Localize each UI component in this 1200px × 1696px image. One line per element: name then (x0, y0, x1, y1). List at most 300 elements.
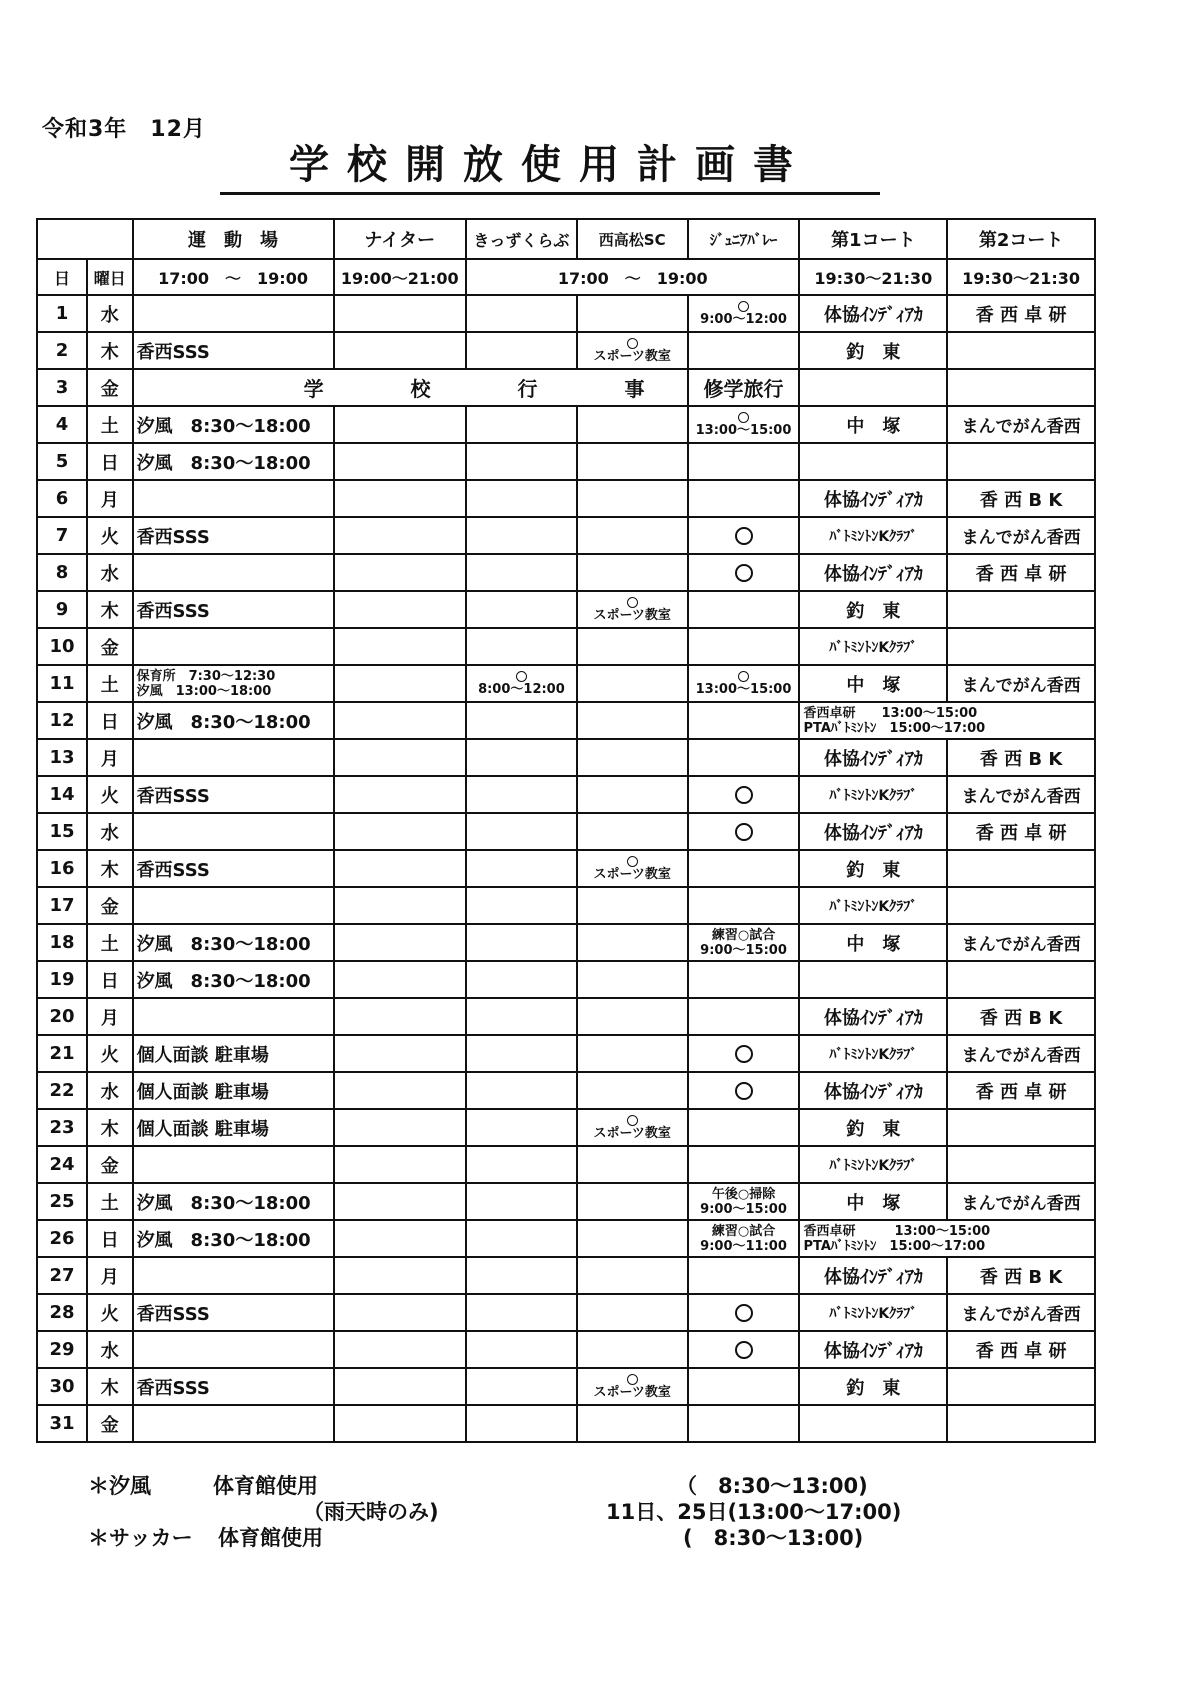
day-cell (37, 480, 87, 517)
note-shiokaze-gym: 体育館使用 (213, 1474, 318, 1498)
court2-cell-text: まんでがん香西 (961, 1194, 1081, 1214)
junior-volley-cell (688, 443, 800, 480)
table-row (37, 1257, 1095, 1294)
day-cell (37, 1257, 87, 1294)
table-row (37, 628, 1095, 665)
kids-cell (466, 591, 577, 628)
field-cell-text: 汐風 8:30～18:00 (136, 970, 311, 992)
table-row (37, 850, 1095, 887)
table-row (37, 1072, 1095, 1109)
day-cell (37, 850, 87, 887)
day-cell (37, 1183, 87, 1220)
kids-cell (466, 554, 577, 591)
court1-cell (799, 628, 947, 665)
court2-cell-text: 香 西 B K (979, 1007, 1063, 1029)
table-row (37, 1220, 1095, 1257)
court2-cell-text: 香 西 卓 研 (975, 1340, 1067, 1362)
junior-volley-cell (688, 517, 800, 554)
court1-cell (799, 813, 947, 850)
day-cell-text: 20 (49, 1006, 75, 1027)
junior-volley-cell (688, 295, 800, 332)
kids-cell (466, 443, 577, 480)
day-cell (37, 332, 87, 369)
junior-volley-cell (688, 887, 800, 924)
junior-volley-cell (688, 1035, 800, 1072)
subheader-nighter-time: 19:00～21:00 (334, 259, 467, 295)
court1-cell (799, 776, 947, 813)
weekday-cell (87, 702, 133, 739)
day-cell-text: 7 (55, 525, 69, 546)
field-cell (133, 813, 334, 850)
field-cell (133, 850, 334, 887)
col-header-court2: 第2コート (947, 219, 1095, 259)
court1-cell-text: 体協ｲﾝﾃﾞｨｱｶ (823, 563, 923, 585)
court1-cell (799, 998, 947, 1035)
court2-cell-text: まんでがん香西 (961, 417, 1081, 437)
table-row (37, 776, 1095, 813)
sc-cell (577, 1257, 688, 1294)
court2-cell (947, 443, 1095, 480)
col-header-junior-volley: ｼﾞｭﾆｱﾊﾞﾚｰ (688, 219, 800, 259)
schedule-table (36, 218, 1096, 1443)
junior-volley-cell (688, 961, 800, 998)
court2-cell (947, 850, 1095, 887)
junior-volley-cell (688, 813, 800, 850)
weekday-cell (87, 443, 133, 480)
field-cell-text: 汐風 8:30～18:00 (136, 933, 311, 955)
event-cell (133, 369, 688, 406)
court1-cell (799, 517, 947, 554)
circle-mark-icon (516, 671, 527, 682)
day-cell (37, 1294, 87, 1331)
sc-cell (577, 887, 688, 924)
day-cell (37, 813, 87, 850)
field-cell (133, 1405, 334, 1442)
day-cell-text: 5 (55, 451, 69, 472)
table-row (37, 665, 1095, 702)
day-cell-text: 10 (49, 636, 75, 657)
sc-cell (577, 702, 688, 739)
court-line: 香西卓研 13:00～15:00 (803, 705, 978, 721)
nighter-cell (334, 1257, 467, 1294)
day-cell (37, 1072, 87, 1109)
field-cell-text: 香西SSS (136, 785, 210, 807)
note-soccer-label: ＊サッカー (88, 1526, 193, 1550)
field-cell-text: 汐風 8:30～18:00 (136, 1229, 311, 1251)
field-cell (133, 776, 334, 813)
subheader-court2-time: 19:30～21:30 (947, 259, 1095, 295)
court1-cell (799, 1331, 947, 1368)
junior-volley-line: 午後○掃除 (711, 1186, 776, 1202)
junior-volley-cell-text: 13:00～15:00 (695, 681, 792, 697)
nighter-cell (334, 1368, 467, 1405)
col-header-court1: 第1コート (799, 219, 947, 259)
weekday-cell-text: 木 (100, 859, 119, 881)
court1-cell (799, 554, 947, 591)
sc-cell (577, 554, 688, 591)
day-cell (37, 776, 87, 813)
field-cell (133, 665, 334, 702)
sc-cell (577, 443, 688, 480)
weekday-cell-text: 水 (100, 822, 119, 844)
day-cell-text: 28 (49, 1302, 75, 1323)
weekday-cell (87, 850, 133, 887)
field-cell (133, 517, 334, 554)
nighter-cell (334, 332, 467, 369)
document-date: 令和3年 12月 (42, 117, 206, 142)
weekday-cell-text: 木 (100, 600, 119, 622)
nighter-cell (334, 924, 467, 961)
weekday-cell (87, 332, 133, 369)
court1-cell (799, 665, 947, 702)
court2-cell-text: まんでがん香西 (961, 935, 1081, 955)
junior-volley-cell (688, 1220, 800, 1257)
kids-cell (466, 924, 577, 961)
table-row (37, 1183, 1095, 1220)
day-cell (37, 998, 87, 1035)
junior-volley-cell (688, 1146, 800, 1183)
event-cell-2 (688, 369, 800, 406)
field-cell-text: 個人面談 駐車場 (136, 1118, 269, 1140)
junior-volley-cell (688, 1183, 800, 1220)
court2-cell (947, 739, 1095, 776)
table-row (37, 1109, 1095, 1146)
court1-cell-text: ﾊﾞﾄﾐﾝﾄﾝKｸﾗﾌﾞ (829, 1046, 918, 1063)
court1-cell (799, 739, 947, 776)
sc-cell (577, 295, 688, 332)
court2-cell (947, 591, 1095, 628)
event-cell-text: 学 校 行 事 (303, 377, 685, 401)
field-cell (133, 591, 334, 628)
circle-mark-icon (738, 671, 749, 682)
day-cell (37, 295, 87, 332)
weekday-cell (87, 591, 133, 628)
table-row (37, 998, 1095, 1035)
circle-mark-icon (627, 856, 638, 867)
kids-cell (466, 665, 577, 702)
junior-volley-cell (688, 665, 800, 702)
court1-cell (799, 924, 947, 961)
note-soccer-gym: 体育館使用 (218, 1526, 323, 1550)
circle-mark-icon (735, 823, 753, 841)
court1-cell-text: 体協ｲﾝﾃﾞｨｱｶ (823, 1007, 923, 1029)
weekday-cell-text: 月 (100, 1007, 119, 1029)
court2-cell-text: 香 西 B K (979, 1266, 1063, 1288)
day-cell-text: 18 (49, 932, 75, 953)
field-cell-text: 香西SSS (136, 600, 210, 622)
junior-volley-cell (688, 924, 800, 961)
court2-cell (947, 1405, 1095, 1442)
sc-cell (577, 665, 688, 702)
sc-cell (577, 1405, 688, 1442)
table-row (37, 1035, 1095, 1072)
junior-volley-cell (688, 1294, 800, 1331)
day-cell-text: 8 (55, 562, 69, 583)
day-cell (37, 665, 87, 702)
kids-cell (466, 776, 577, 813)
court2-cell (947, 1368, 1095, 1405)
note-shiokaze-time: （ 8:30～13:00) (676, 1474, 868, 1498)
kids-cell (466, 961, 577, 998)
nighter-cell (334, 776, 467, 813)
junior-volley-cell (688, 702, 800, 739)
court1-cell-text: 体協ｲﾝﾃﾞｨｱｶ (823, 1081, 923, 1103)
table-row (37, 369, 1095, 406)
junior-volley-cell-text: 9:00～12:00 (700, 311, 787, 327)
court2-cell-text: まんでがん香西 (961, 1305, 1081, 1325)
weekday-cell-text: 金 (100, 637, 119, 659)
court2-cell (947, 1109, 1095, 1146)
kids-cell (466, 628, 577, 665)
table-row (37, 517, 1095, 554)
court-line: 香西卓研 13:00～15:00 (803, 1223, 991, 1239)
kids-cell (466, 1368, 577, 1405)
junior-volley-cell (688, 850, 800, 887)
weekday-cell-text: 月 (100, 1266, 119, 1288)
kids-cell (466, 480, 577, 517)
col-header-nighter: ナイター (334, 219, 467, 259)
court1-cell-text: 釣 東 (846, 1118, 901, 1140)
nighter-cell (334, 998, 467, 1035)
weekday-cell-text: 金 (100, 378, 119, 400)
day-cell (37, 628, 87, 665)
sc-cell (577, 1294, 688, 1331)
weekday-cell (87, 1109, 133, 1146)
weekday-cell-text: 土 (100, 415, 119, 437)
day-cell-text: 25 (49, 1191, 75, 1212)
subheader-weekday: 曜日 (87, 259, 133, 295)
sc-cell-text: スポーツ教室 (593, 348, 671, 364)
nighter-cell (334, 1183, 467, 1220)
sc-cell (577, 406, 688, 443)
field-cell-text: 香西SSS (136, 1303, 210, 1325)
court1-cell (799, 1035, 947, 1072)
junior-volley-cell (688, 406, 800, 443)
court2-cell (947, 369, 1095, 406)
weekday-cell-text: 火 (100, 1044, 119, 1066)
kids-cell (466, 332, 577, 369)
field-cell (133, 739, 334, 776)
kids-cell (466, 850, 577, 887)
court2-cell (947, 1331, 1095, 1368)
day-cell-text: 3 (55, 377, 69, 398)
court2-cell (947, 776, 1095, 813)
sc-cell (577, 998, 688, 1035)
courts-merged-cell (799, 1220, 1095, 1257)
junior-volley-line: 9:00～15:00 (700, 1201, 787, 1217)
field-cell-text: 汐風 8:30～18:00 (136, 452, 311, 474)
circle-mark-icon (735, 1045, 753, 1063)
court1-cell-text: ﾊﾞﾄﾐﾝﾄﾝKｸﾗﾌﾞ (829, 1157, 918, 1174)
weekday-cell (87, 1035, 133, 1072)
sc-cell (577, 1183, 688, 1220)
court-line: PTAﾊﾞﾄﾐﾝﾄﾝ 15:00～17:00 (803, 1238, 986, 1254)
court1-cell (799, 480, 947, 517)
junior-volley-line: 9:00～15:00 (700, 942, 787, 958)
table-row (37, 924, 1095, 961)
court1-cell-text: 中 塚 (846, 1192, 901, 1214)
court2-cell (947, 628, 1095, 665)
day-cell-text: 6 (55, 488, 69, 509)
court1-cell (799, 295, 947, 332)
weekday-cell (87, 517, 133, 554)
day-cell (37, 1109, 87, 1146)
court1-cell-text: 釣 東 (846, 600, 901, 622)
junior-volley-cell (688, 1368, 800, 1405)
court1-cell-text: 体協ｲﾝﾃﾞｨｱｶ (823, 304, 923, 326)
field-cell (133, 887, 334, 924)
sc-cell (577, 1035, 688, 1072)
courts-merged-cell (799, 702, 1095, 739)
day-cell-text: 31 (49, 1413, 75, 1434)
junior-volley-cell (688, 591, 800, 628)
sc-cell-text: スポーツ教室 (593, 607, 671, 623)
kids-cell (466, 1072, 577, 1109)
kids-cell (466, 1294, 577, 1331)
court2-cell (947, 1072, 1095, 1109)
court1-cell-text: 体協ｲﾝﾃﾞｨｱｶ (823, 822, 923, 844)
court2-cell (947, 295, 1095, 332)
weekday-cell-text: 月 (100, 489, 119, 511)
day-cell-text: 15 (49, 821, 75, 842)
court1-cell-text: 体協ｲﾝﾃﾞｨｱｶ (823, 1340, 923, 1362)
day-cell-text: 11 (49, 673, 75, 694)
subheader-day: 日 (37, 259, 87, 295)
table-row (37, 332, 1095, 369)
junior-volley-cell (688, 1331, 800, 1368)
field-line: 汐風 13:00～18:00 (136, 683, 272, 699)
field-cell-text: 香西SSS (136, 1377, 210, 1399)
day-cell (37, 702, 87, 739)
court1-cell (799, 443, 947, 480)
court1-cell (799, 332, 947, 369)
weekday-cell-text: 日 (100, 452, 119, 474)
day-cell-text: 17 (49, 895, 75, 916)
circle-mark-icon (627, 338, 638, 349)
court1-cell (799, 961, 947, 998)
nighter-cell (334, 702, 467, 739)
junior-volley-cell (688, 1257, 800, 1294)
court2-cell-text: 香 西 B K (979, 748, 1063, 770)
kids-cell (466, 295, 577, 332)
court-line: PTAﾊﾞﾄﾐﾝﾄﾝ 15:00～17:00 (803, 720, 986, 736)
sc-cell-text: スポーツ教室 (593, 1384, 671, 1400)
court1-cell-text: 中 塚 (846, 933, 901, 955)
field-cell-text: 香西SSS (136, 859, 210, 881)
circle-mark-icon (627, 1374, 638, 1385)
nighter-cell (334, 1072, 467, 1109)
table-row (37, 887, 1095, 924)
weekday-cell (87, 1257, 133, 1294)
weekday-cell-text: 火 (100, 526, 119, 548)
weekday-cell-text: 日 (100, 1229, 119, 1251)
field-cell (133, 1257, 334, 1294)
junior-volley-line: 9:00～11:00 (700, 1238, 787, 1254)
court1-cell-text: 体協ｲﾝﾃﾞｨｱｶ (823, 489, 923, 511)
field-cell (133, 332, 334, 369)
sc-cell (577, 591, 688, 628)
court2-cell (947, 406, 1095, 443)
field-cell (133, 295, 334, 332)
nighter-cell (334, 961, 467, 998)
subheader-row (37, 259, 1095, 295)
field-cell (133, 1368, 334, 1405)
day-cell (37, 887, 87, 924)
weekday-cell (87, 887, 133, 924)
junior-volley-cell (688, 554, 800, 591)
court1-cell-text: 体協ｲﾝﾃﾞｨｱｶ (823, 748, 923, 770)
court2-cell (947, 480, 1095, 517)
header-row (37, 219, 1095, 259)
note-soccer-time: ( 8:30～13:00) (683, 1526, 864, 1550)
header-blank (37, 219, 133, 259)
field-cell-text: 香西SSS (136, 341, 210, 363)
weekday-cell-text: 火 (100, 785, 119, 807)
kids-cell (466, 998, 577, 1035)
court1-cell (799, 369, 947, 406)
field-cell (133, 1035, 334, 1072)
sc-cell (577, 813, 688, 850)
field-cell (133, 1220, 334, 1257)
weekday-cell (87, 924, 133, 961)
weekday-cell (87, 628, 133, 665)
weekday-cell (87, 1331, 133, 1368)
court1-cell-text: 釣 東 (846, 1377, 901, 1399)
court2-cell-text: まんでがん香西 (961, 1046, 1081, 1066)
table-row (37, 1294, 1095, 1331)
day-cell-text: 26 (49, 1228, 75, 1249)
court1-cell (799, 406, 947, 443)
weekday-cell (87, 1146, 133, 1183)
day-cell (37, 924, 87, 961)
court1-cell-text: ﾊﾞﾄﾐﾝﾄﾝKｸﾗﾌﾞ (829, 898, 918, 915)
weekday-cell (87, 554, 133, 591)
circle-mark-icon (738, 301, 749, 312)
court1-cell (799, 1109, 947, 1146)
note-rain-only: （雨天時のみ) (303, 1500, 439, 1524)
field-cell (133, 1072, 334, 1109)
sc-cell (577, 1368, 688, 1405)
note-rain-dates: 11日、25日(13:00～17:00) (606, 1500, 902, 1524)
nighter-cell (334, 739, 467, 776)
nighter-cell (334, 1035, 467, 1072)
day-cell (37, 443, 87, 480)
field-cell (133, 443, 334, 480)
court1-cell-text: 体協ｲﾝﾃﾞｨｱｶ (823, 1266, 923, 1288)
field-cell-text: 個人面談 駐車場 (136, 1044, 269, 1066)
kids-cell (466, 739, 577, 776)
nighter-cell (334, 813, 467, 850)
day-cell (37, 739, 87, 776)
weekday-cell-text: 木 (100, 1118, 119, 1140)
court1-cell-text: 釣 東 (846, 859, 901, 881)
weekday-cell-text: 火 (100, 1303, 119, 1325)
table-row (37, 591, 1095, 628)
weekday-cell-text: 月 (100, 748, 119, 770)
weekday-cell-text: 木 (100, 1377, 119, 1399)
weekday-cell-text: 金 (100, 1414, 119, 1436)
event-cell-2-text: 修学旅行 (703, 377, 784, 401)
nighter-cell (334, 887, 467, 924)
nighter-cell (334, 554, 467, 591)
circle-mark-icon (735, 786, 753, 804)
day-cell-text: 29 (49, 1339, 75, 1360)
court2-cell-text: 香 西 卓 研 (975, 563, 1067, 585)
weekday-cell (87, 480, 133, 517)
field-cell (133, 628, 334, 665)
field-cell (133, 406, 334, 443)
court2-cell (947, 517, 1095, 554)
